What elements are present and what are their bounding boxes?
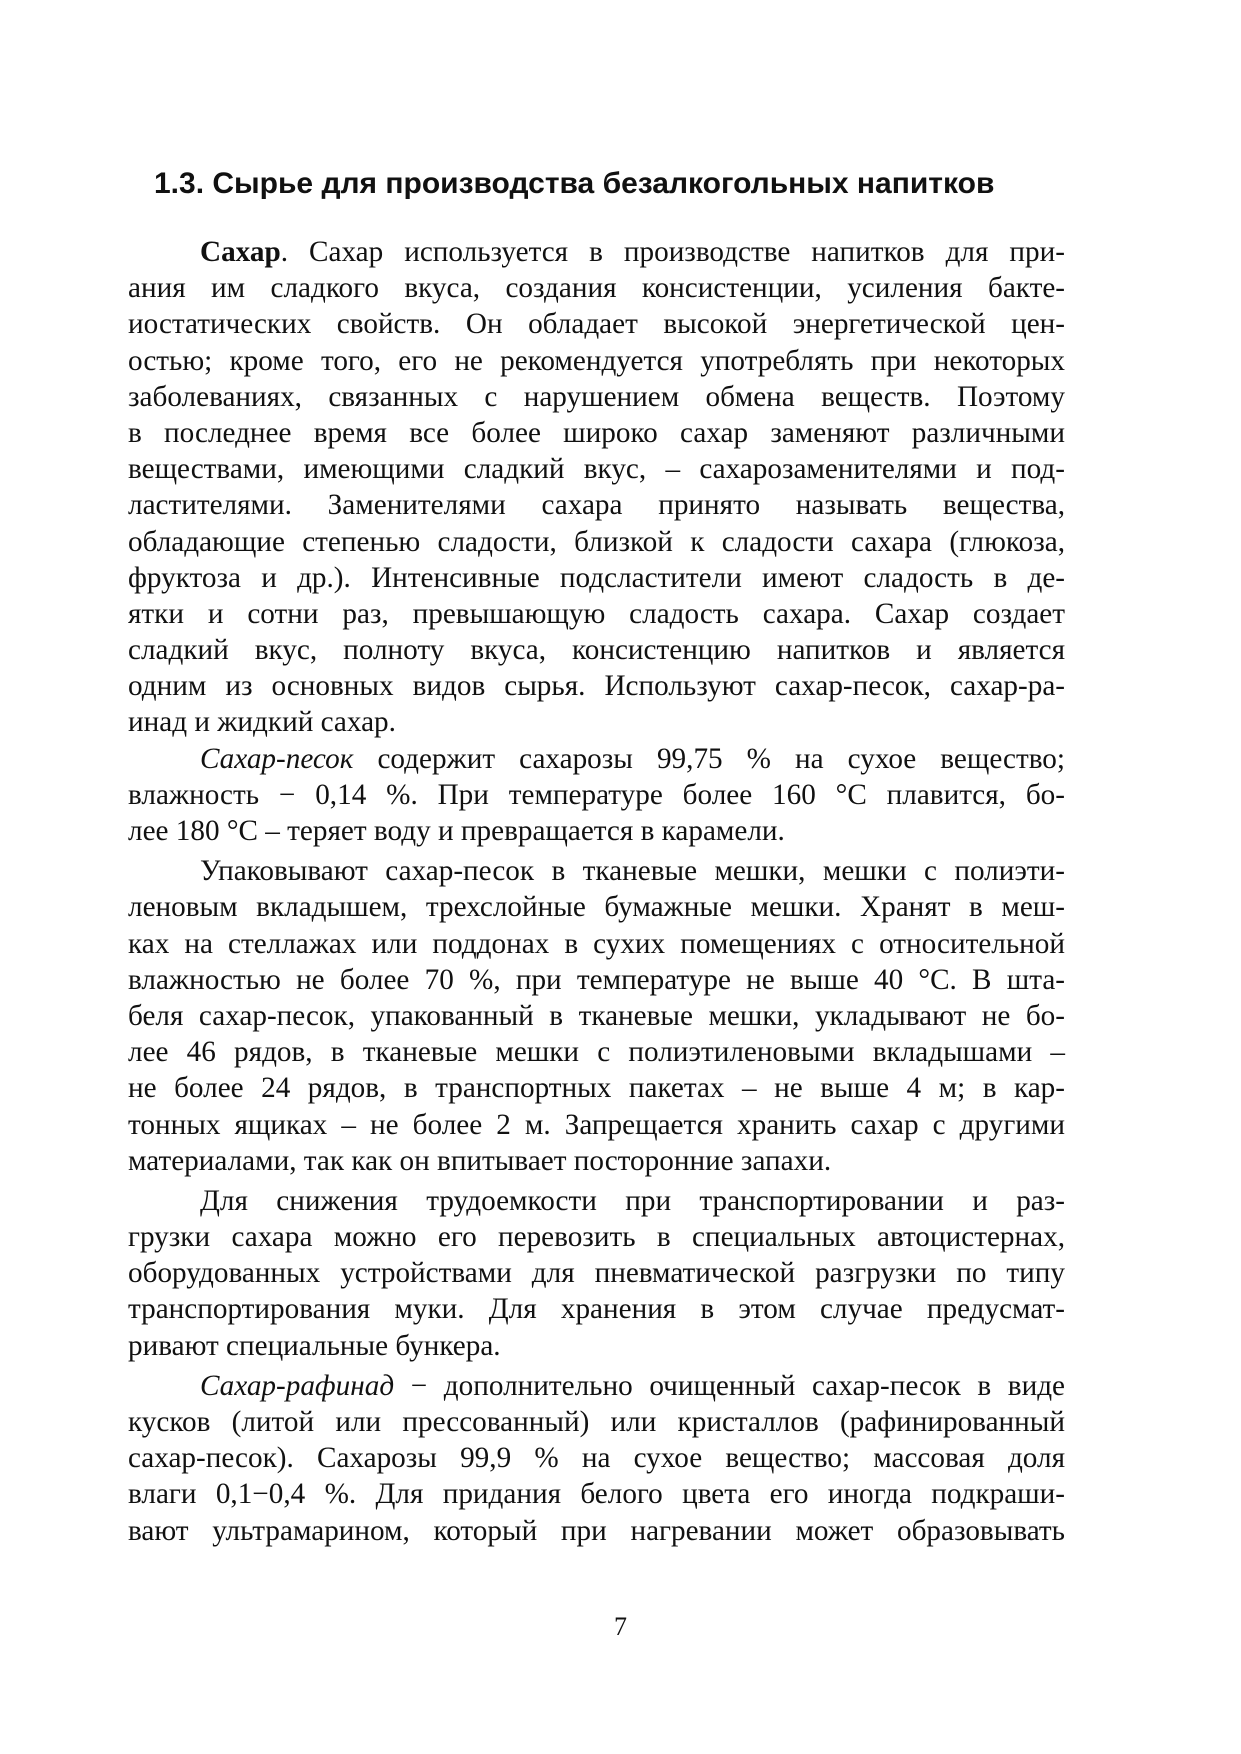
paragraph-packaging [128, 853, 1065, 1179]
text-line: ках на стеллажах или поддонах в сухих помещениях с относительной [128, 927, 1065, 960]
paragraph-granulated-sugar [128, 741, 1065, 850]
text-line: кусков (литой или прессованный) или кристаллов (рафинированный [128, 1406, 1065, 1438]
text-line: иостатических свойств. Он обладает высокой энергетической цен- [128, 308, 1065, 341]
text-line: не более 24 рядов, в транспортных пакетах – не выше 4 м; в кар- [128, 1072, 1065, 1105]
text-line: Для снижения трудоемкости при транспортировании и раз- [200, 1184, 1065, 1217]
text-line: грузки сахара можно его перевозить в специальных автоцистернах, [128, 1221, 1065, 1254]
text-line: влажность − 0,14 %. При температуре более 160 °С плавится, бо- [128, 778, 1065, 811]
text-line [128, 741, 1065, 777]
text-line: ластителями. Заменителями сахара принято называть вещества, [128, 489, 1065, 522]
text-line: сахар-песок). Сахарозы 99,9 % на сухое вещество; массовая доля [128, 1442, 1065, 1475]
term-granulated-sugar: Сахар-песок [200, 742, 354, 775]
text-line: одним из основных видов сырья. Используют сахар-песок, сахар-ра- [128, 670, 1065, 703]
text-line: лее 180 °С – теряет воду и превращается в карамели. [128, 815, 785, 847]
text-line: сладкий вкус, полноту вкуса, консистенцию напитков и является [128, 634, 1065, 667]
text-line: транспортирования муки. Для хранения в этом случае предусмат- [128, 1293, 1065, 1326]
body-text [128, 234, 1065, 1549]
text-line [128, 1368, 1065, 1404]
text-line: вают ультрамарином, который при нагревании может образовывать [128, 1514, 1065, 1547]
text-line: обладающие степенью сладости, близкой к сладости сахара (глюкоза, [128, 525, 1065, 558]
page-number: 7 [614, 1612, 627, 1641]
text-line: ания им сладкого вкуса, создания консистенции, усиления бакте- [128, 272, 1065, 305]
text-line: лее 46 рядов, в тканевые мешки с полиэтиленовыми вкладышами – [128, 1036, 1065, 1069]
paragraph-transport [128, 1183, 1065, 1364]
text-line: Упаковывают сахар-песок в тканевые мешки, мешки с полиэти- [200, 855, 1065, 888]
text-line-content: содержит сахарозы 99,75 % на сухое вещество; [353, 742, 1065, 775]
section-heading: 1.3. Сырье для производства безалкогольных напитков [154, 167, 995, 200]
text-line: материалами, так как он впитывает посторонние запахи. [128, 1144, 832, 1177]
text-line: в последнее время все более широко сахар заменяют различными [128, 416, 1065, 449]
text-line: влаги 0,1−0,4 %. Для придания белого цвета его иногда подкраши- [128, 1478, 1065, 1511]
term-refined-sugar: Сахар-рафинад [200, 1369, 395, 1402]
paragraph-refined-sugar [128, 1368, 1065, 1549]
text-line: ятки и сотни раз, превышающую сладость сахара. Сахар создает [128, 597, 1065, 630]
text-line: влажностью не более 70 %, при температуре не выше 40 °С. В шта- [128, 963, 1065, 996]
text-line: заболеваниях, связанных с нарушением обмена веществ. Поэтому [128, 380, 1065, 413]
text-line: оборудованных устройствами для пневматической разгрузки по типу [128, 1257, 1065, 1290]
text-line: тонных ящиках – не более 2 м. Запрещается хранить сахар с другими [128, 1108, 1065, 1141]
text-line [128, 234, 1065, 270]
term-sugar: Сахар [200, 236, 281, 268]
text-line: леновым вкладышем, трехслойные бумажные мешки. Хранят в меш- [128, 891, 1065, 924]
paragraph-sugar [128, 234, 1065, 741]
text-line: беля сахар-песок, упакованный в тканевые мешки, укладывают не бо- [128, 999, 1065, 1032]
text-line: инад и жидкий сахар. [128, 706, 396, 739]
text-line: ривают специальные бункера. [128, 1329, 501, 1362]
text-line: веществами, имеющими сладкий вкус, – сахарозаменителями и под- [128, 453, 1065, 486]
text-line: фруктоза и др.). Интенсивные подсластители имеют сладость в де- [128, 561, 1065, 594]
text-line: остью; кроме того, его не рекомендуется употреблять при некоторых [128, 344, 1065, 377]
text-line-content: . Сахар используется в производстве напитков для при- [280, 236, 1065, 268]
text-line-content: − дополнительно очищенный сахар-песок в виде [394, 1369, 1065, 1402]
